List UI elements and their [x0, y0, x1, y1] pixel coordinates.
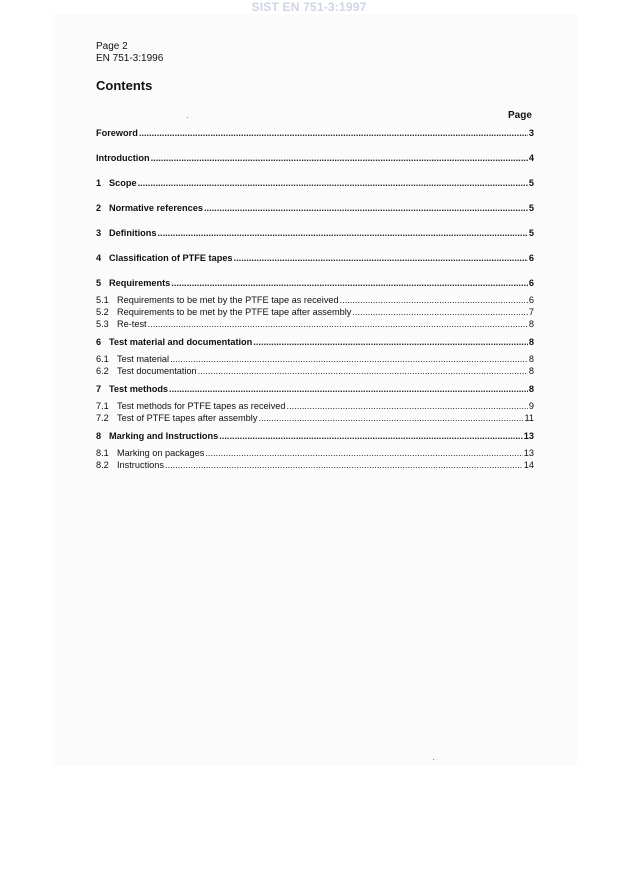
toc-page-number: 5: [528, 178, 534, 188]
toc-number: 6.1: [96, 354, 109, 364]
table-of-contents: [96, 128, 534, 478]
dot-leader: [198, 366, 528, 376]
toc-page-number: 4: [528, 153, 534, 163]
dot-leader: [234, 253, 528, 263]
dot-leader: [171, 278, 528, 288]
toc-page-number: 6: [528, 278, 534, 288]
toc-page-number: 8: [528, 354, 534, 364]
toc-number: 7: [96, 384, 102, 394]
toc-number: 5.2: [96, 307, 109, 317]
watermark: SIST EN 751-3:1997: [251, 0, 367, 14]
toc-label: Test material and documentation: [109, 337, 253, 347]
dot-leader: [204, 203, 528, 213]
dot-leader: [205, 448, 522, 458]
dot-leader: [219, 431, 523, 441]
toc-page-number: 6: [528, 253, 534, 263]
toc-label: Requirements to be met by the PTFE tape after assembly: [117, 307, 352, 317]
dot-leader: [151, 153, 528, 163]
toc-page-number: 3: [528, 128, 534, 138]
toc-entry: [96, 431, 534, 443]
toc-number: 4: [96, 253, 102, 263]
toc-label: Scope: [109, 178, 137, 188]
toc-label: Test of PTFE tapes after assembly: [117, 413, 258, 423]
toc-page-number: 13: [523, 448, 534, 458]
page-title: Contents: [96, 78, 153, 93]
toc-entry: [96, 337, 534, 349]
dot-leader: [287, 401, 528, 411]
toc-label: Marking and Instructions: [109, 431, 219, 441]
toc-label: Re-test: [117, 319, 147, 329]
toc-label: Instructions: [117, 460, 164, 470]
toc-entry: [96, 228, 534, 240]
dot-leader: [352, 307, 527, 317]
toc-page-number: 8: [528, 366, 534, 376]
toc-subentry: [96, 319, 534, 331]
toc-page-number: 8: [528, 337, 534, 347]
toc-page-number: 13: [523, 431, 534, 441]
toc-number: 5: [96, 278, 102, 288]
toc-label: Definitions: [109, 228, 157, 238]
toc-subentry: [96, 448, 534, 460]
toc-page-number: 5: [528, 203, 534, 213]
toc-number: 7.1: [96, 401, 109, 411]
toc-label: Introduction: [96, 153, 150, 163]
scan-speck: ·: [432, 754, 435, 764]
toc-label: Requirements: [109, 278, 171, 288]
toc-number: 5.3: [96, 319, 109, 329]
toc-subentry: [96, 307, 534, 319]
toc-entry: [96, 153, 534, 165]
dot-leader: [169, 384, 528, 394]
toc-label: Test methods: [109, 384, 169, 394]
toc-number: 1: [96, 178, 102, 188]
dot-leader: [253, 337, 528, 347]
toc-label: Test methods for PTFE tapes as received: [117, 401, 286, 411]
toc-page-number: 8: [528, 319, 534, 329]
toc-number: 8.1: [96, 448, 109, 458]
toc-number: 8.2: [96, 460, 109, 470]
toc-page-number: 9: [528, 401, 534, 411]
dot-leader: [258, 413, 523, 423]
toc-label: Requirements to be met by the PTFE tape as received: [117, 295, 339, 305]
toc-subentry: [96, 401, 534, 413]
toc-page-number: 8: [528, 384, 534, 394]
toc-entry: [96, 253, 534, 265]
toc-label: Normative references: [109, 203, 203, 213]
toc-entry: [96, 203, 534, 215]
toc-page-number: 5: [528, 228, 534, 238]
dot-leader: [157, 228, 527, 238]
toc-number: 5.1: [96, 295, 109, 305]
toc-subentry: [96, 460, 534, 472]
scan-speck: ·: [186, 112, 189, 122]
toc-entry: [96, 278, 534, 290]
toc-subentry: [96, 366, 534, 378]
toc-entry: [96, 128, 534, 140]
toc-page-number: 14: [523, 460, 534, 470]
toc-label: Marking on packages: [117, 448, 205, 458]
toc-page-number: 6: [528, 295, 534, 305]
toc-number: 8: [96, 431, 102, 441]
toc-page-number: 11: [524, 413, 534, 423]
dot-leader: [165, 460, 523, 470]
toc-label: Test material: [117, 354, 170, 364]
toc-number: 6: [96, 337, 102, 347]
toc-number: 7.2: [96, 413, 109, 423]
toc-page-number: 7: [528, 307, 534, 317]
dot-leader: [139, 128, 528, 138]
toc-entry: [96, 178, 534, 190]
toc-number: 2: [96, 203, 102, 213]
document-id-line: EN 751-3:1996: [96, 53, 164, 64]
toc-subentry: [96, 354, 534, 366]
toc-label: Test documentation: [117, 366, 197, 376]
page-column-heading: Page: [508, 110, 532, 121]
toc-subentry: [96, 295, 534, 307]
toc-label: Classification of PTFE tapes: [109, 253, 233, 263]
page-number-line: Page 2: [96, 41, 128, 52]
toc-entry: [96, 384, 534, 396]
toc-label: Foreword: [96, 128, 138, 138]
toc-number: 3: [96, 228, 102, 238]
dot-leader: [170, 354, 528, 364]
dot-leader: [340, 295, 528, 305]
dot-leader: [138, 178, 528, 188]
page-header: [96, 41, 163, 65]
toc-subentry: [96, 413, 534, 425]
toc-number: 6.2: [96, 366, 109, 376]
dot-leader: [148, 319, 528, 329]
